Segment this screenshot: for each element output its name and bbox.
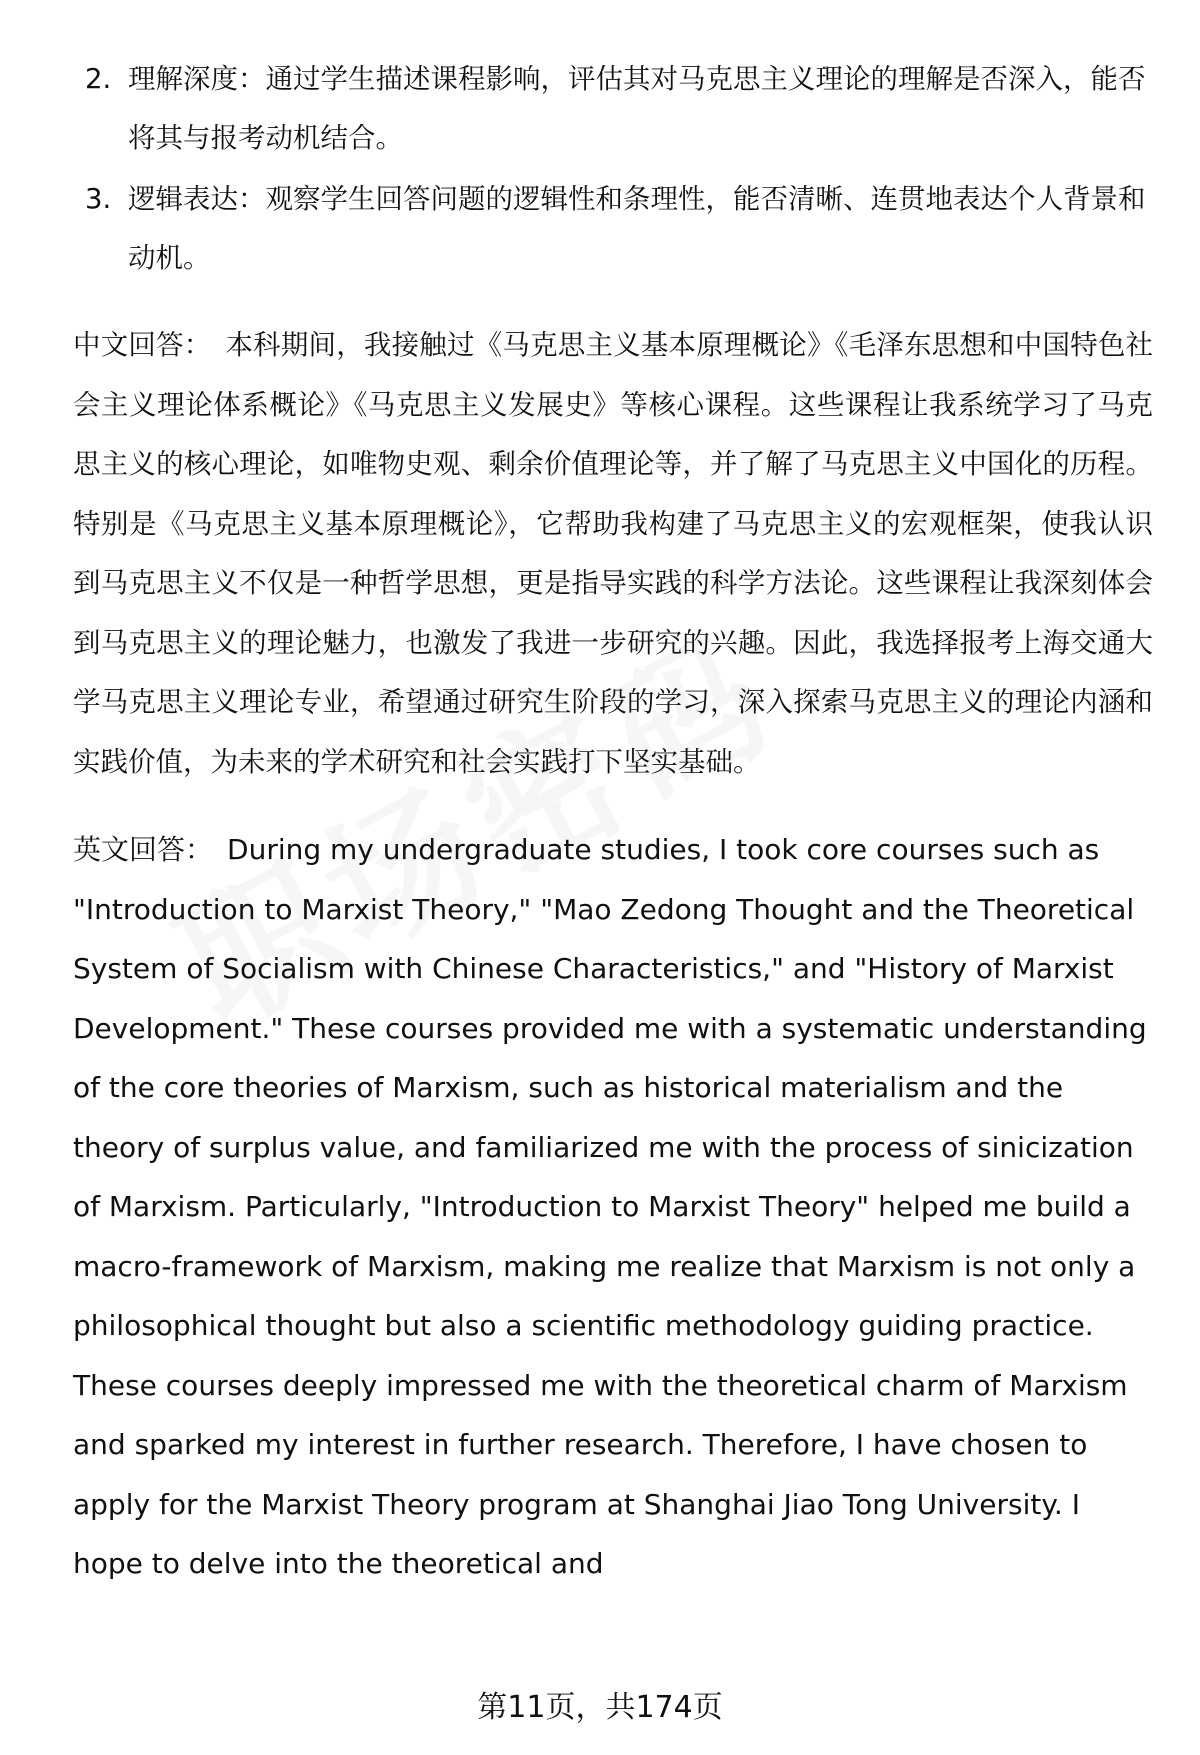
criteria-list [73,50,1153,288]
page-number: 第11页，共174页 [477,1690,723,1725]
list-item-text: 理解深度：通过学生描述课程影响，评估其对马克思主义理论的理解是否深入，能否将其与报考动机结合。 [128,63,1146,154]
chinese-answer-paragraph [73,316,1153,792]
english-answer-label: 英文回答： [73,833,214,866]
chinese-answer-label: 中文回答： [73,329,212,361]
list-item-number: 2. [85,63,112,95]
english-answer-paragraph [73,820,1153,1594]
list-item-text: 逻辑表达：观察学生回答问题的逻辑性和条理性，能否清晰、连贯地表达个人背景和动机。 [128,183,1146,274]
english-answer-text: During my undergraduate studies, I took core courses such as "Introduction to Marxist Theory," "Mao Zedong Thought and the Theoretical System of Socialism with Chinese Characteristics," and "History of Marxist Development." These courses provided me with a systematic understanding of the core theories of Marxism, such as historical materialism and the theory of surplus value, and familiarized me with the process of sinicization of Marxism. Particularly, "Introduction to Marxist Theory" helped me build a macro-framework of Marxism, making me realize that Marxism is not only a philosophical thought but also a scientific methodology guiding practice. These courses deeply impressed me with the theoretical charm of Marxism and sparked my interest in further research. Therefore, I have chosen to apply for the Marxist Theory program at Shanghai Jiao Tong University. I hope to delve into the theoretical and [73,833,1147,1580]
document-page [73,50,1153,1594]
list-item-number: 3. [85,183,112,215]
page-footer [0,1688,1200,1728]
chinese-answer-text: 本科期间，我接触过《马克思主义基本原理概论》《毛泽东思想和中国特色社会主义理论体系概论》《马克思主义发展史》等核心课程。这些课程让我系统学习了马克思主义的核心理论，如唯物史观、剩余价值理论等，并了解了马克思主义中国化的历程。特别是《马克思主义基本原理概论》，它帮助我构建了马克思主义的宏观框架，使我认识到马克思主义不仅是一种哲学思想，更是指导实践的科学方法论。这些课程让我深刻体会到马克思主义的理论魅力，也激发了我进一步研究的兴趣。因此，我选择报考上海交通大学马克思主义理论专业，希望通过研究生阶段的学习，深入探索马克思主义的理论内涵和实践价值，为未来的学术研究和社会实践打下坚实基础。 [73,329,1154,778]
list-item [73,170,1153,288]
list-item [73,50,1153,168]
